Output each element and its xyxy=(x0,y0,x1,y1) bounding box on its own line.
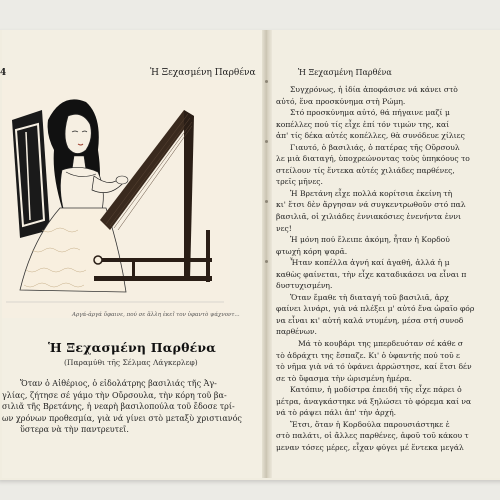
left-body-text xyxy=(2,378,252,436)
text-line: αὐτό, ἕνα προσκύνημα στὴ Ρώμη. xyxy=(276,96,406,106)
text-line: κοπέλλες πού τίς εἶχε ἐπί τόν τιμών της, καί xyxy=(276,119,450,129)
text-line: τὸ ἀδράχτι της ἔσπαζε. Κι' ὁ ὑφαντής πού τοῦ ε xyxy=(276,350,460,360)
text-line: Ἡ Βρετάνη εἶχε πολλά κορίτσια ἐκείνη τὴ xyxy=(290,188,453,198)
text-line: σε τὸ ὕφασμα τὴν ὡρισμένη ἡμέρα. xyxy=(276,373,412,383)
text-line: μεναν τόσες μέρες, εἶχαν φύγει μέ ἕντεκα μεγάλ xyxy=(276,442,464,452)
illustration-caption: Αργά-ἀργά ὕφαινε, πού σε ἄλλη ἐκεῖ τον ὑφαντὸ ψάχνοντ... xyxy=(72,312,240,318)
text-line: μέτρα, ἀναγκάστηκε νά ξηλώσει τὸ φόρεμα καί να xyxy=(276,396,472,406)
text-line: γλίας, ζήτησε σέ γάμο τὴν Οὔρσουλα, τὴν κόρη τοῦ βα- xyxy=(2,390,227,400)
text-line: κι' ἔτσι δὲν ἄργησαν νά συγκεντρωθοῦν στό παλ xyxy=(276,200,466,210)
text-line: Συγχρόνως, ἡ ἰδία ἀποφάσισε νά κάνει στὸ xyxy=(290,85,458,94)
text-line: ων χρόνων προθεσμία, γιὰ νά γίνει στὸ μεταξὺ χριστιανός xyxy=(2,413,242,423)
text-line: στείλουν τίς ἕντεκα αὐτές χιλιάδες παρθένες, xyxy=(276,165,455,175)
text-line: δυστυχισμένη. xyxy=(276,281,333,291)
text-line: στὸ παλάτι, οἱ ἄλλες παρθένες, ἀφοῦ τοῦ κάκου τ xyxy=(276,431,469,441)
text-line: Στό προσκύνημα αὐτό, θά πήγαινε μαζί μ xyxy=(290,108,450,118)
text-line: Ἔτσι, ὅταν ἡ Κορδούλα παρουσιάστηκε ἐ xyxy=(290,419,450,429)
text-line: φαίνει λινάρι, γιὰ νά πλέξει μ' αὐτό ἕνα ὡραῖο φόρ xyxy=(276,304,475,314)
text-line: λε μιὰ διαταγή, ὑποχρεώνοντας τοὺς ὑπηκόους το xyxy=(276,154,470,164)
running-head-right: Ἡ Ξεχασμένη Παρθένα xyxy=(298,68,392,77)
text-line: φτωχή κόρη ψαρᾶ. xyxy=(276,246,348,256)
text-line: Ὅταν ἔμαθε τὴ διαταγή τοῦ βασιλιᾶ, ἀρχ xyxy=(290,292,449,302)
text-line: σιλιᾶ τῆς Βρετάνης, ἡ νεαρὴ βασιλοπούλα τοῦ ἔδοσε τρί- xyxy=(2,402,235,411)
text-line: νες! xyxy=(276,223,292,233)
text-line: τρεῖς μῆνες. xyxy=(276,177,323,187)
text-line: Μά τὸ κουβάρι της μπερδευόταν σέ κάθε σ xyxy=(298,339,464,349)
right-body-text xyxy=(276,84,500,454)
text-line: Ὅταν ὁ Αἰθέριος, ὁ εἰδολάτρης βασιλιάς τῆς Ἀγ- xyxy=(20,379,217,388)
text-line: παρθένων. xyxy=(276,327,317,337)
page-number: 4 xyxy=(0,68,7,78)
story-title: Ἡ Ξεχασμένη Παρθένα xyxy=(48,340,217,355)
text-line: τὸ νῆμα γιὰ νά τό ὑφάνει ἀρρώστησε, καί ἔτσι δέν xyxy=(276,362,472,372)
binding-stitch xyxy=(265,140,268,143)
weaving-girl-illustration xyxy=(2,80,230,318)
text-line: να εἶναι κι' αὐτή καλά ντυμένη, μέσα στή συνοδ xyxy=(276,315,464,325)
book-gutter xyxy=(262,30,272,478)
text-line: βασιλιᾶ, οἱ χιλιάδες ἐννιακόσιες ἐνενήντα ἐννι xyxy=(276,212,461,222)
story-subtitle: (Παραμύθι τῆς Σέλμας Λάγκερλεφ) xyxy=(64,358,198,367)
text-line: Ἡ μόνη πού ἔλειπε ἀκόμη, ἦταν ἡ Κορδού xyxy=(290,235,450,245)
text-line: νά τὸ ράψει πάλι ἀπ' τὴν ἀρχή. xyxy=(276,408,397,418)
binding-stitch xyxy=(265,200,268,203)
text-line: Ἦταν κοπέλλα ἁγνή καί ἀγαθή, ἀλλά ἡ μ xyxy=(290,258,450,268)
text-line: ἀπ' τίς δέκα αὐτές κοπέλλες, θὰ συνόδευε χίλιες xyxy=(276,131,465,141)
text-line: ὕστερα νὰ τὴν παντρευτεῖ. xyxy=(20,425,129,434)
running-head-left: Ἡ Ξεχασμένη Παρθένα xyxy=(150,68,256,78)
binding-stitch xyxy=(265,80,268,83)
text-line: καθὼς φαίνεται, τὴν εἶχε καταδικάσει να εἶναι π xyxy=(276,269,467,279)
text-line: Κατόπιν, ἡ μοδίστρα ἐπειδή τῆς εἶχε πάρει ὁ xyxy=(290,385,462,395)
binding-stitch xyxy=(265,260,268,263)
text-line: Γιαυτό, ὁ βασιλιάς, ὁ πατέρας τῆς Οὔρσουλ xyxy=(290,142,460,152)
